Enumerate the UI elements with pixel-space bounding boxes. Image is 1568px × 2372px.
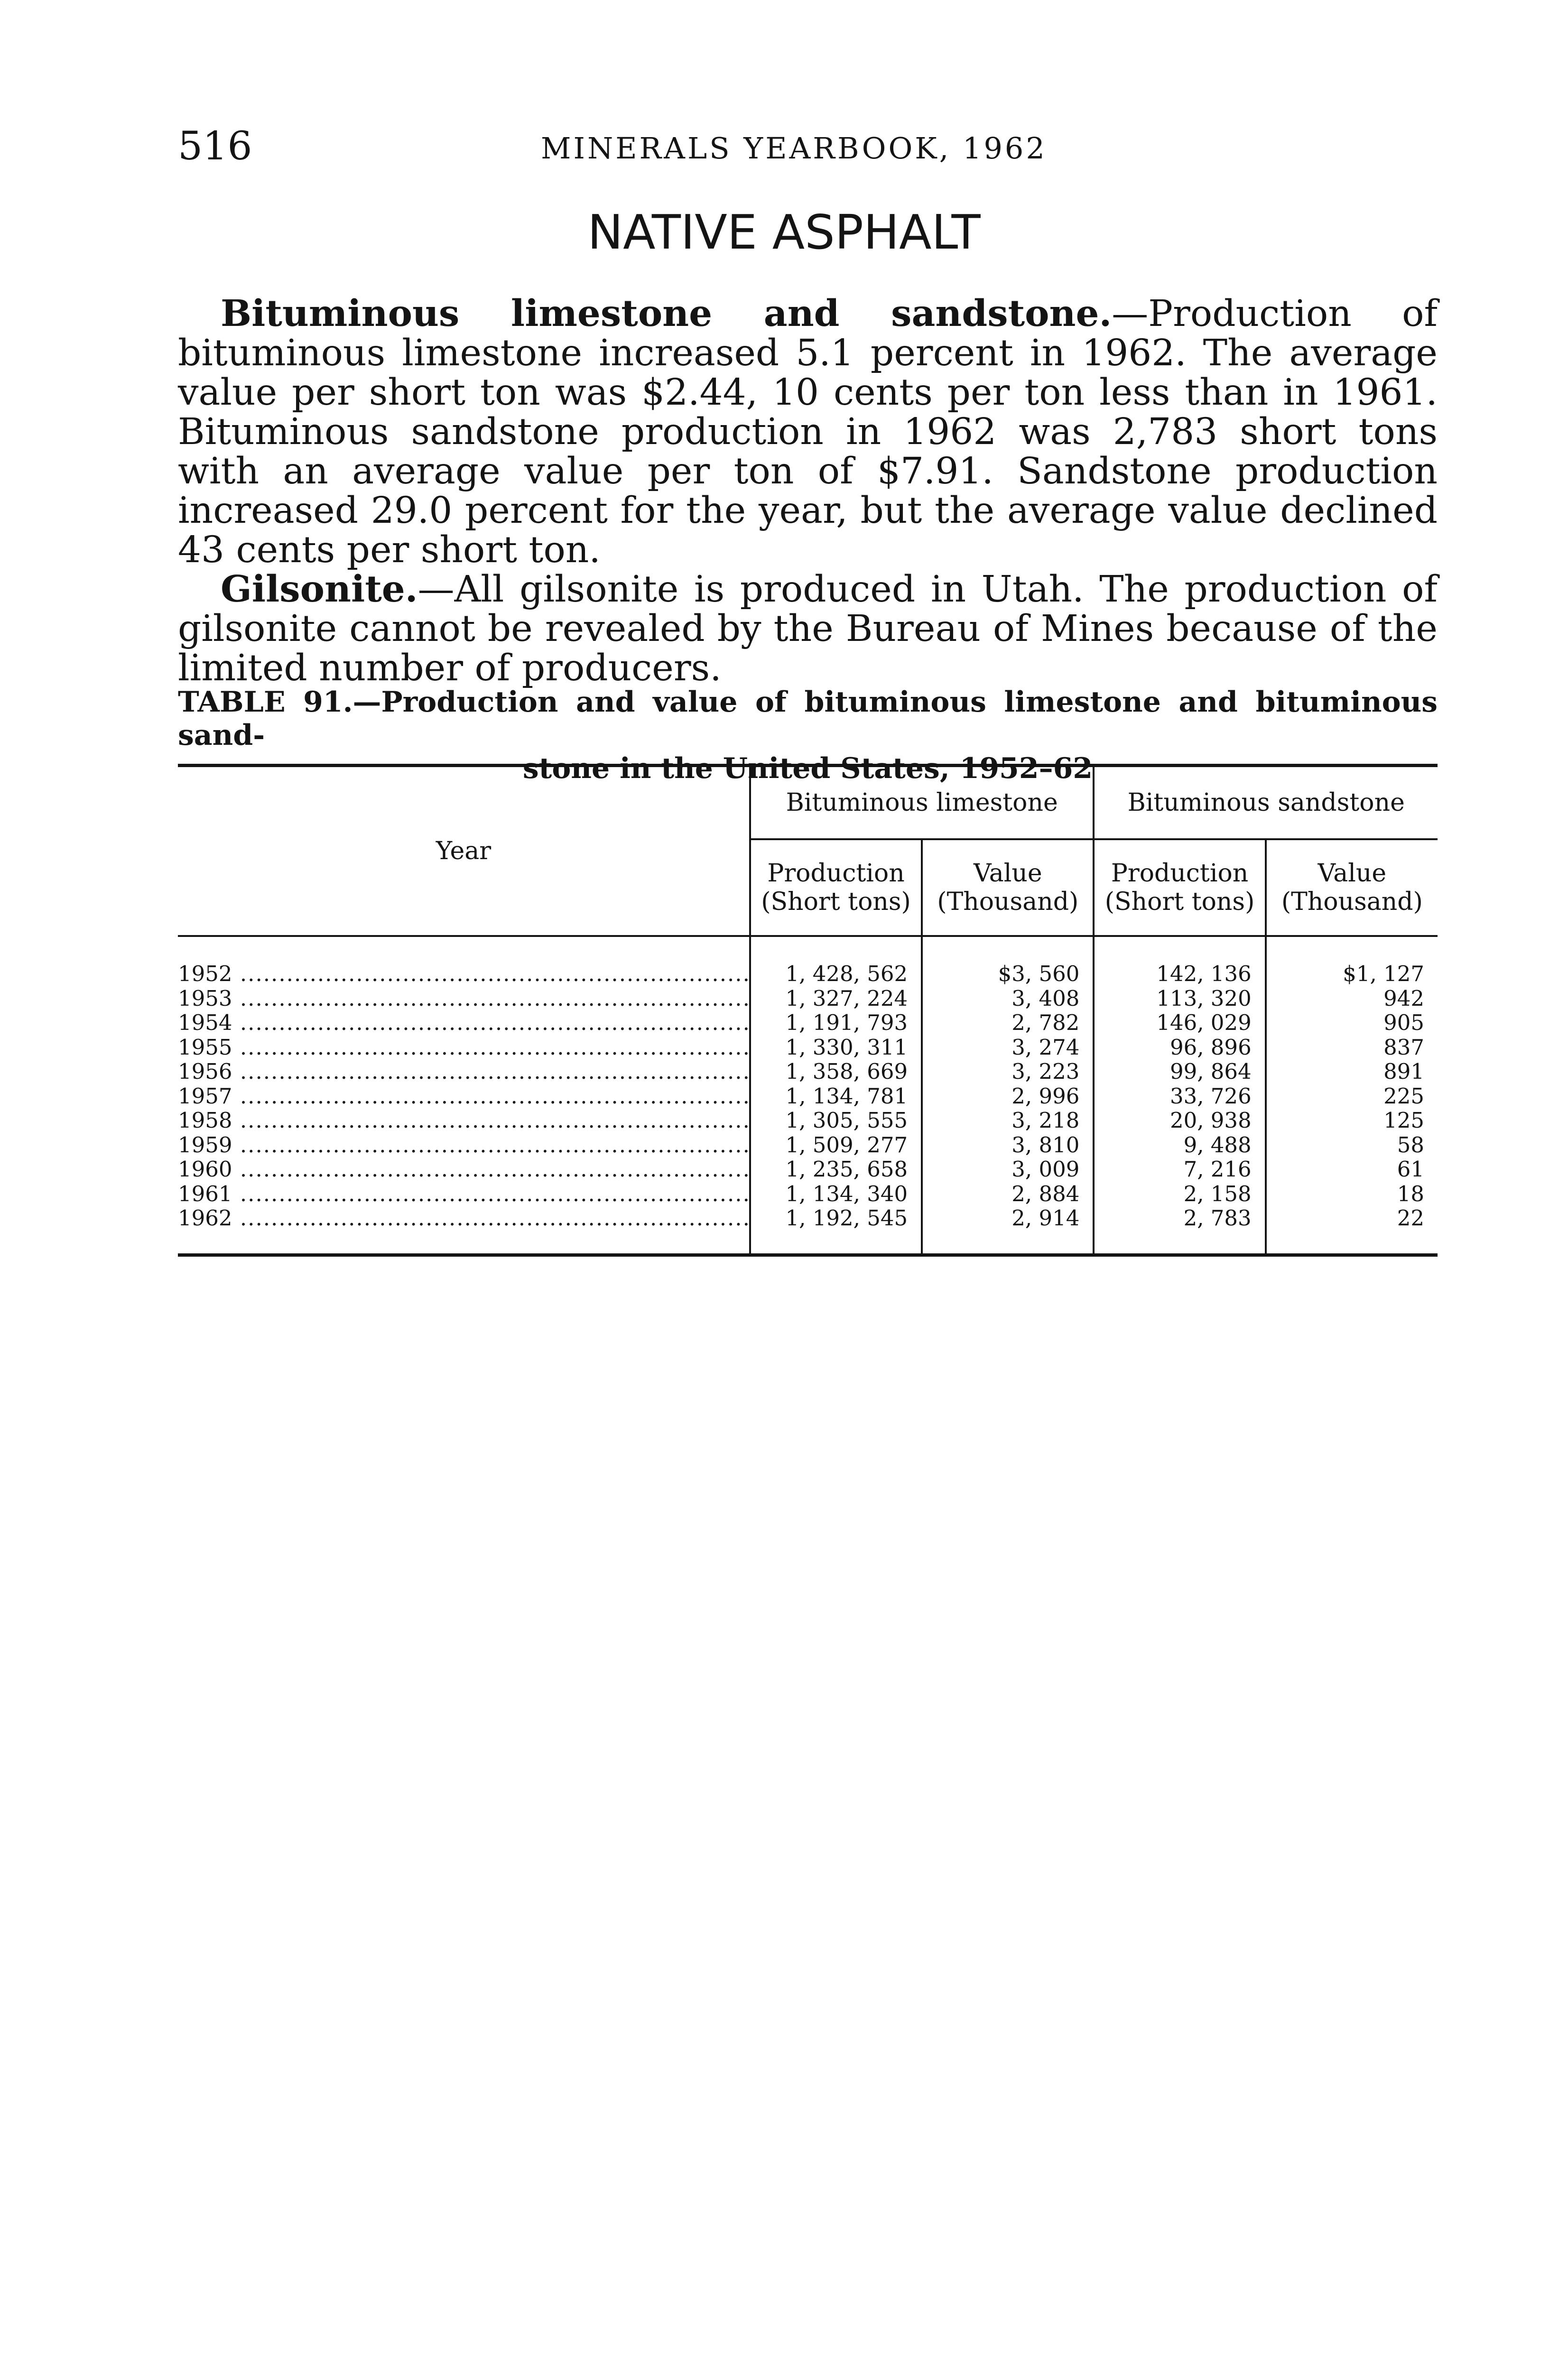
table-row — [178, 1157, 1438, 1182]
year-cell: 1959 ..... — [178, 1133, 750, 1158]
year-column-header: Year — [178, 766, 750, 936]
column-header: Value (Thousand) — [922, 839, 1094, 936]
column-header: Value (Thousand) — [1266, 839, 1438, 936]
ss-value-cell: 61 — [1397, 1157, 1424, 1182]
year-cell: 1956 ..... — [178, 1059, 750, 1084]
ss-value-cell: 942 — [1383, 985, 1424, 1011]
table-row — [178, 936, 1438, 986]
ss-value-cell: 125 — [1383, 1108, 1424, 1133]
ss-value-cell: 891 — [1383, 1059, 1424, 1084]
ls-value-cell: 3, 009 — [922, 1157, 1094, 1182]
year-cell: 1960 ..... — [178, 1157, 750, 1182]
year-cell: 1957 ..... — [178, 1084, 750, 1109]
ls-value-cell: 2, 884 — [922, 1182, 1094, 1206]
run-in-heading: Bituminous limestone and sandstone. — [221, 292, 1112, 335]
table-body — [178, 936, 1438, 1255]
ss-value-cell: 18 — [1397, 1181, 1424, 1206]
ss-prod-cell: 113, 320 — [1094, 986, 1265, 1011]
ls-value-cell: $3, 560 — [922, 936, 1094, 986]
ss-value-cell: 837 — [1383, 1034, 1424, 1060]
caption-line: stone in the United States, 1952–62 — [522, 752, 1093, 785]
ls-prod-cell: 1, 330, 311 — [750, 1035, 922, 1060]
year-cell: 1952 ..... — [178, 936, 750, 986]
paragraph-bituminous — [178, 294, 1438, 570]
table-row — [178, 1108, 1438, 1133]
column-header: Production (Short tons) — [750, 839, 922, 936]
ls-prod-cell: 1, 191, 793 — [750, 1010, 922, 1035]
ls-prod-cell: 1, 134, 781 — [750, 1084, 922, 1109]
ss-prod-cell: 20, 938 — [1094, 1108, 1265, 1133]
ss-value-cell: 22 — [1266, 1206, 1438, 1255]
ls-value-cell: 3, 810 — [922, 1133, 1094, 1158]
caption-line: TABLE 91.—Production and value of bituminous limestone and bituminous sand- — [178, 686, 1438, 752]
ls-prod-cell: 1, 192, 545 — [750, 1206, 922, 1255]
ls-prod-cell: 1, 327, 224 — [750, 986, 922, 1011]
table-row — [178, 1084, 1438, 1109]
year-cell: 1962 ..... — [178, 1206, 750, 1255]
section-title: NATIVE ASPHALT — [587, 204, 981, 260]
year-cell: 1958 ..... — [178, 1108, 750, 1133]
ls-value-cell: 3, 408 — [922, 986, 1094, 1011]
ls-prod-cell: 1, 305, 555 — [750, 1108, 922, 1133]
table-row — [178, 1182, 1438, 1206]
table-row — [178, 1035, 1438, 1060]
ss-prod-cell: 9, 488 — [1094, 1133, 1265, 1158]
group-header-sandstone: Bituminous sandstone — [1094, 766, 1438, 840]
run-in-heading: Gilsonite. — [221, 568, 418, 611]
paragraph-text: —Production of bituminous limestone increased 5.1 percent in 1962. The average value per short ton was $2.44, 10 cents per ton less than in 1961. Bituminous sandstone production in 1962 was 2,783 short tons with an average value per ton of $7.91. Sandstone production increased 29.0 percent for the year, but the average value declined 43 cents per short ton. — [178, 293, 1438, 571]
ss-value-cell: 58 — [1397, 1132, 1424, 1158]
ss-prod-cell: 2, 158 — [1094, 1182, 1265, 1206]
paragraph-text: —All gilsonite is produced in Utah. The production of gilsonite cannot be revealed by the Bureau of Mines because of the limited number of producers. — [178, 568, 1438, 689]
group-header-limestone: Bituminous limestone — [750, 766, 1094, 840]
body-text — [178, 294, 1438, 688]
ss-value-cell: $1, 127 — [1343, 961, 1424, 986]
ls-value-cell: 3, 218 — [922, 1108, 1094, 1133]
table-row — [178, 1206, 1438, 1255]
ss-prod-cell: 2, 783 — [1094, 1206, 1265, 1255]
table-row — [178, 1059, 1438, 1084]
ls-value-cell: 3, 223 — [922, 1059, 1094, 1084]
ss-prod-cell: 7, 216 — [1094, 1157, 1265, 1182]
year-cell: 1953 ..... — [178, 986, 750, 1011]
ss-prod-cell: 33, 726 — [1094, 1084, 1265, 1109]
page-number: 516 — [178, 124, 252, 169]
ls-prod-cell: 1, 134, 340 — [750, 1182, 922, 1206]
year-cell: 1961 ..... — [178, 1182, 750, 1206]
paragraph-gilsonite — [178, 570, 1438, 688]
year-cell: 1955 ..... — [178, 1035, 750, 1060]
ss-prod-cell: 146, 029 — [1094, 1010, 1265, 1035]
running-title: MINERALS YEARBOOK, 1962 — [541, 131, 1047, 166]
ls-value-cell: 3, 274 — [922, 1035, 1094, 1060]
year-cell: 1954 ..... — [178, 1010, 750, 1035]
ss-value-cell: 905 — [1383, 1010, 1424, 1035]
ss-value-cell: 225 — [1383, 1083, 1424, 1109]
ss-prod-cell: 99, 864 — [1094, 1059, 1265, 1084]
column-header: Production (Short tons) — [1094, 839, 1265, 936]
table-row — [178, 986, 1438, 1011]
ls-value-cell: 2, 996 — [922, 1084, 1094, 1109]
ls-value-cell: 2, 914 — [922, 1206, 1094, 1255]
ls-prod-cell: 1, 509, 277 — [750, 1133, 922, 1158]
ss-prod-cell: 142, 136 — [1094, 936, 1265, 986]
ls-prod-cell: 1, 235, 658 — [750, 1157, 922, 1182]
ls-prod-cell: 1, 358, 669 — [750, 1059, 922, 1084]
table-row — [178, 1010, 1438, 1035]
table-row — [178, 1133, 1438, 1158]
ss-prod-cell: 96, 896 — [1094, 1035, 1265, 1060]
production-table — [178, 764, 1438, 1257]
ls-value-cell: 2, 782 — [922, 1010, 1094, 1035]
ls-prod-cell: 1, 428, 562 — [750, 936, 922, 986]
